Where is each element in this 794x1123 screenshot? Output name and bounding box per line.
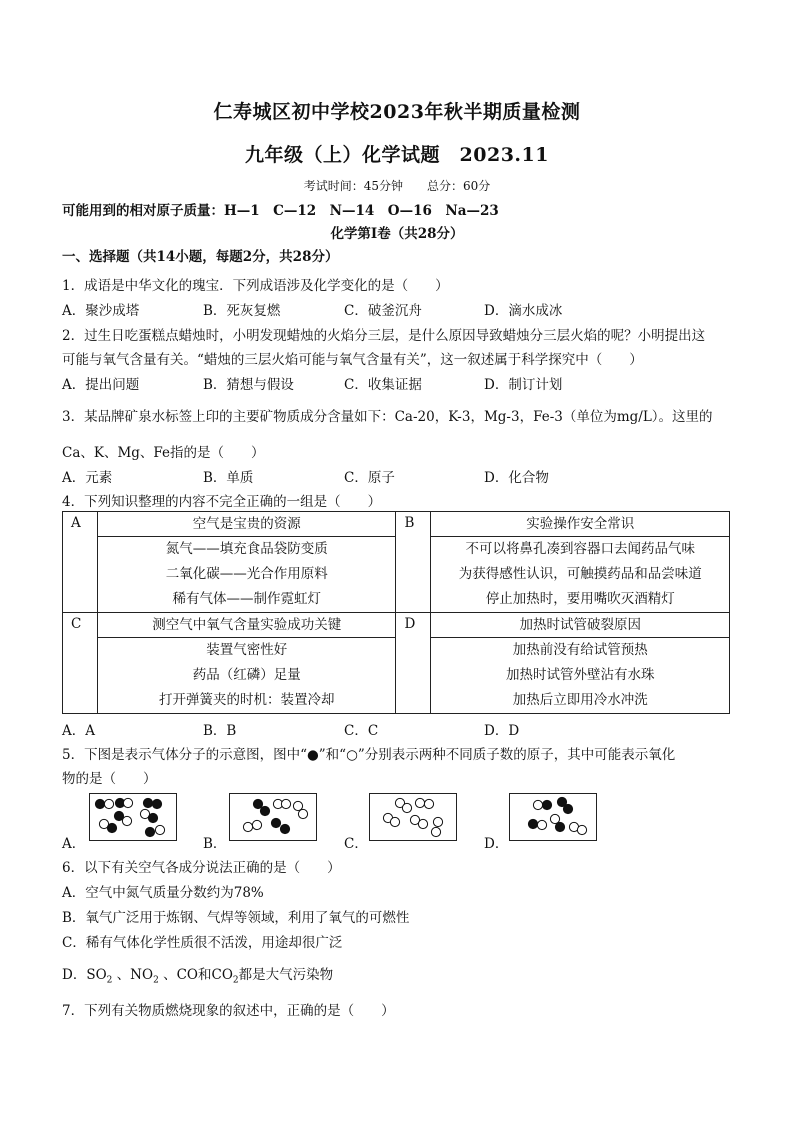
q2-stem-line2: 可能与氧气含量有关。“蜡烛的三层火焰可能与氧气含量有关”，这一叙述属于科学探究中（ ）	[62, 352, 643, 368]
knowledge-table	[62, 511, 730, 714]
q1-option-d[interactable]: D．滴水成冰	[484, 303, 563, 319]
cell-letter-a: A	[63, 512, 98, 613]
cell-d-row: 加热前没有给试管预热	[512, 642, 648, 658]
cell-c-row: 打开弹簧夹的时机：装置冷却	[158, 692, 335, 708]
cell-b	[431, 512, 730, 613]
q2-option-b[interactable]: B．猜想与假设	[203, 377, 294, 393]
cell-b-header: 实验操作安全常识	[431, 512, 729, 537]
exam-title: 仁寿城区初中学校2023年秋半期质量检测	[213, 101, 581, 123]
cell-c	[97, 613, 396, 714]
table-row	[63, 512, 730, 613]
q3-option-d[interactable]: D．化合物	[484, 470, 549, 486]
cell-c-row: 药品（红磷）足量	[192, 667, 301, 683]
q7-stem: 7．下列有关物质燃烧现象的叙述中，正确的是（ ）	[62, 1003, 395, 1019]
q3-option-a[interactable]: A．元素	[62, 470, 113, 486]
q3-option-b[interactable]: B．单质	[203, 470, 254, 486]
cell-a-row: 氮气——填充食品袋防变质	[165, 541, 328, 557]
cell-c-row: 装置气密性好	[206, 642, 288, 658]
q5-option-b[interactable]: B．	[203, 836, 227, 852]
molecule-diagram-b	[229, 793, 317, 841]
q2-option-c[interactable]: C．收集证据	[344, 377, 422, 393]
q6-stem: 6．以下有关空气各成分说法正确的是（ ）	[62, 860, 341, 876]
q2-option-a[interactable]: A．提出问题	[62, 377, 140, 393]
cell-b-row: 为获得感性认识，可触摸药品和品尝味道	[458, 566, 702, 582]
atomic-mass-line: 可能用到的相对原子质量：H—1 C—12 N—14 O—16 Na—23	[62, 203, 499, 219]
q5-option-c[interactable]: C．	[344, 836, 368, 852]
table-row	[63, 613, 730, 714]
cell-letter-b: B	[396, 512, 431, 613]
cell-b-row: 不可以将鼻孔凑到容器口去闻药品气味	[465, 541, 695, 557]
cell-a-row: 二氧化碳——光合作用原料	[165, 566, 328, 582]
q5-option-d[interactable]: D．	[484, 836, 509, 852]
q5-option-a[interactable]: A．	[62, 836, 86, 852]
cell-d-row: 加热时试管外壁沾有水珠	[505, 667, 655, 683]
q4-option-d[interactable]: D．D	[484, 723, 520, 739]
q4-option-c[interactable]: C．C	[344, 723, 379, 739]
cell-d-header: 加热时试管破裂原因	[431, 613, 729, 638]
q1-stem: 1．成语是中华文化的瑰宝．下列成语涉及化学变化的是（ ）	[62, 278, 449, 294]
molecule-diagram-a	[89, 793, 177, 841]
exam-subtitle: 九年级（上）化学试题 2023.11	[245, 144, 549, 166]
q1-option-b[interactable]: B．死灰复燃	[203, 303, 281, 319]
q4-stem: 4．下列知识整理的内容不完全正确的一组是（ ）	[62, 494, 382, 510]
q6-option-d-suffix: 都是大气污染物	[238, 967, 334, 983]
q2-option-d[interactable]: D．制订计划	[484, 377, 563, 393]
q6-option-a[interactable]: A．空气中氮气质量分数约为78%	[62, 885, 264, 901]
cell-a-header: 空气是宝贵的资源	[98, 512, 396, 537]
q3-option-c[interactable]: C．原子	[344, 470, 395, 486]
section-heading: 一、选择题（共14小题，每题2分，共28分）	[62, 249, 339, 265]
q6-option-d[interactable]	[62, 963, 333, 986]
q6-option-d-formulas: $SO_2$ 、$NO_2$ 、CO和$CO_2$	[86, 967, 239, 986]
cell-c-header: 测空气中氧气含量实验成功关键	[98, 613, 396, 638]
q4-option-a[interactable]: A．A	[62, 723, 95, 739]
q5-stem-line2: 物的是（ ）	[62, 771, 157, 787]
cell-b-row: 停止加热时，要用嘴吹灭酒精灯	[485, 591, 675, 607]
cell-letter-d: D	[396, 613, 431, 714]
q3-stem-line2: Ca、K、Mg、Fe指的是（ ）	[62, 445, 265, 461]
exam-info: 考试时间：45分钟 总分：60分	[303, 179, 491, 193]
q1-option-a[interactable]: A．聚沙成塔	[62, 303, 140, 319]
molecule-diagram-c	[369, 793, 457, 841]
q5-stem-line1: 5．下图是表示气体分子的示意图，图中“●”和“○”分别表示两种不同质子数的原子，其中可能表示氧化	[62, 747, 676, 763]
molecule-diagram-d	[509, 793, 597, 841]
cell-d	[431, 613, 730, 714]
cell-letter-c: C	[63, 613, 98, 714]
q2-stem-line1: 2．过生日吃蛋糕点蜡烛时，小明发现蜡烛的火焰分三层，是什么原因导致蜡烛分三层火焰的呢？小明提出这	[62, 328, 706, 344]
q6-option-d-prefix: D．	[62, 967, 87, 983]
cell-d-row: 加热后立即用冷水冲洗	[512, 692, 648, 708]
volume-heading: 化学第Ⅰ卷（共28分）	[330, 226, 464, 242]
q6-option-c[interactable]: C．稀有气体化学性质很不活泼，用途却很广泛	[62, 935, 343, 951]
q1-option-c[interactable]: C．破釜沉舟	[344, 303, 422, 319]
cell-a-row: 稀有气体——制作霓虹灯	[172, 591, 321, 607]
q6-option-b[interactable]: B．氧气广泛用于炼钢、气焊等领域，利用了氧气的可燃性	[62, 910, 410, 926]
q3-stem-line1: 3．某品牌矿泉水标签上印的主要矿物质成分含量如下：Ca-20，K-3，Mg-3，Fe-3（单位为mg/L）。这里的	[62, 409, 713, 425]
cell-a	[97, 512, 396, 613]
q4-option-b[interactable]: B．B	[203, 723, 237, 739]
